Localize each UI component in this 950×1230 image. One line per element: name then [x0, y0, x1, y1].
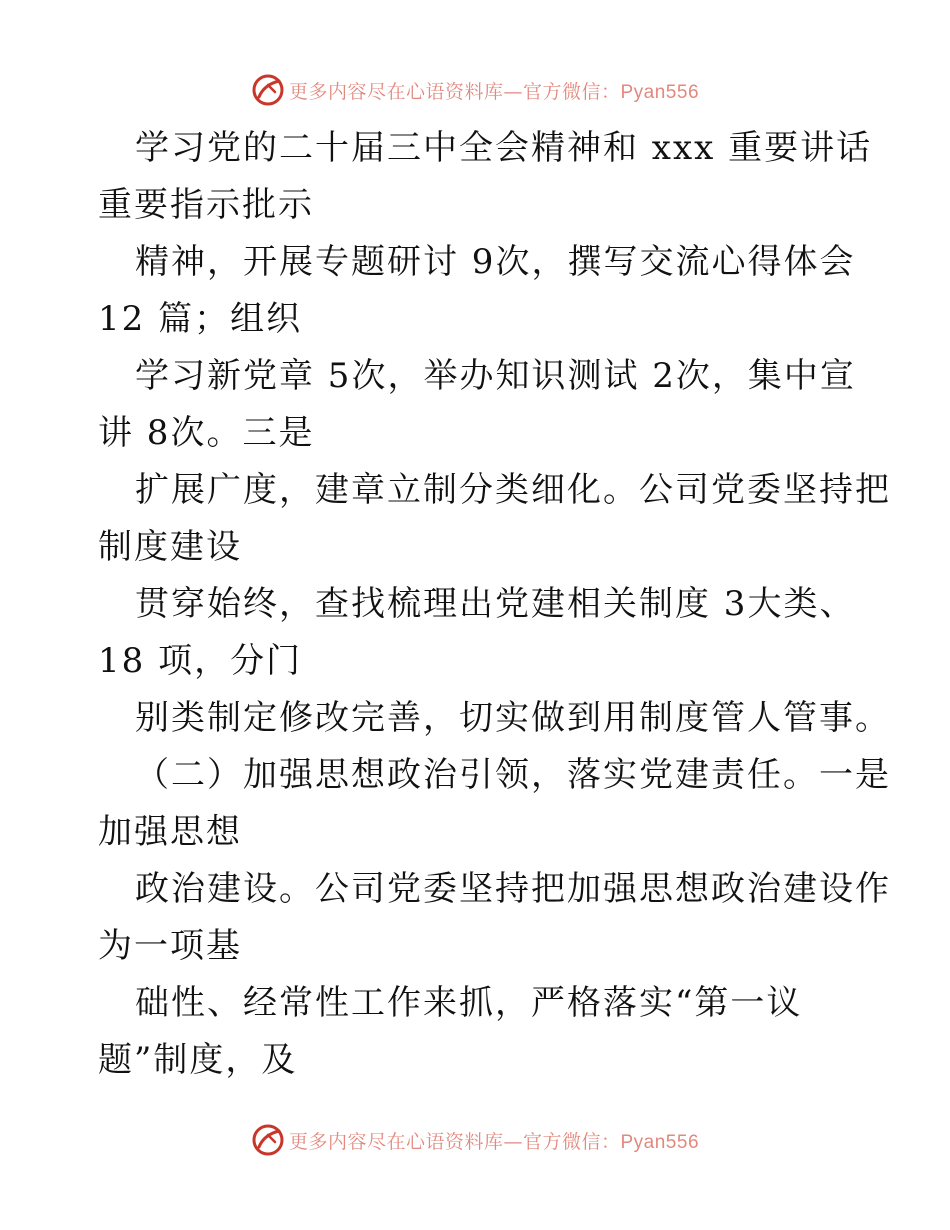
text-line: 学习新党章 5次，举办知识测试 2次，集中宣 — [135, 356, 856, 396]
header-banner — [0, 70, 950, 110]
footer-banner-handle: Pyan556 — [620, 1131, 700, 1153]
footer-banner-text: 更多内容尽在心语资料库—官方微信： — [288, 1130, 621, 1153]
text-line: 政治建设。公司党委坚持把加强思想政治建设作 — [135, 869, 891, 909]
footer-banner — [0, 1120, 950, 1160]
logo-icon — [251, 1123, 285, 1157]
text-line: 制度建设 — [98, 527, 242, 567]
text-line: 为一项基 — [98, 926, 242, 966]
header-banner-text: 更多内容尽在心语资料库—官方微信： — [288, 80, 621, 103]
text-line: 贯穿始终，查找梳理出党建相关制度 3大类、 — [135, 584, 856, 624]
document-body — [98, 120, 891, 1089]
header-banner-handle: Pyan556 — [620, 81, 700, 103]
text-line: 精神，开展专题研讨 9次，撰写交流心得体会 — [135, 242, 856, 282]
text-line: 加强思想 — [98, 812, 242, 852]
text-line: 12 篇；组织 — [98, 299, 303, 339]
text-line: 讲 8次。三是 — [98, 413, 315, 453]
text-line: 别类制定修改完善，切实做到用制度管人管事。 — [135, 698, 891, 738]
text-line: 题”制度，及 — [98, 1040, 298, 1080]
text-line: 18 项，分门 — [98, 641, 303, 681]
text-line: （二）加强思想政治引领，落实党建责任。一是 — [135, 755, 891, 795]
text-line: 础性、经常性工作来抓，严格落实“第一议 — [135, 983, 803, 1023]
text-line: 重要指示批示 — [98, 185, 314, 225]
logo-icon — [251, 73, 285, 107]
text-line: 扩展广度，建章立制分类细化。公司党委坚持把 — [135, 470, 891, 510]
text-line: 学习党的二十届三中全会精神和 xxx 重要讲话 — [135, 128, 873, 168]
